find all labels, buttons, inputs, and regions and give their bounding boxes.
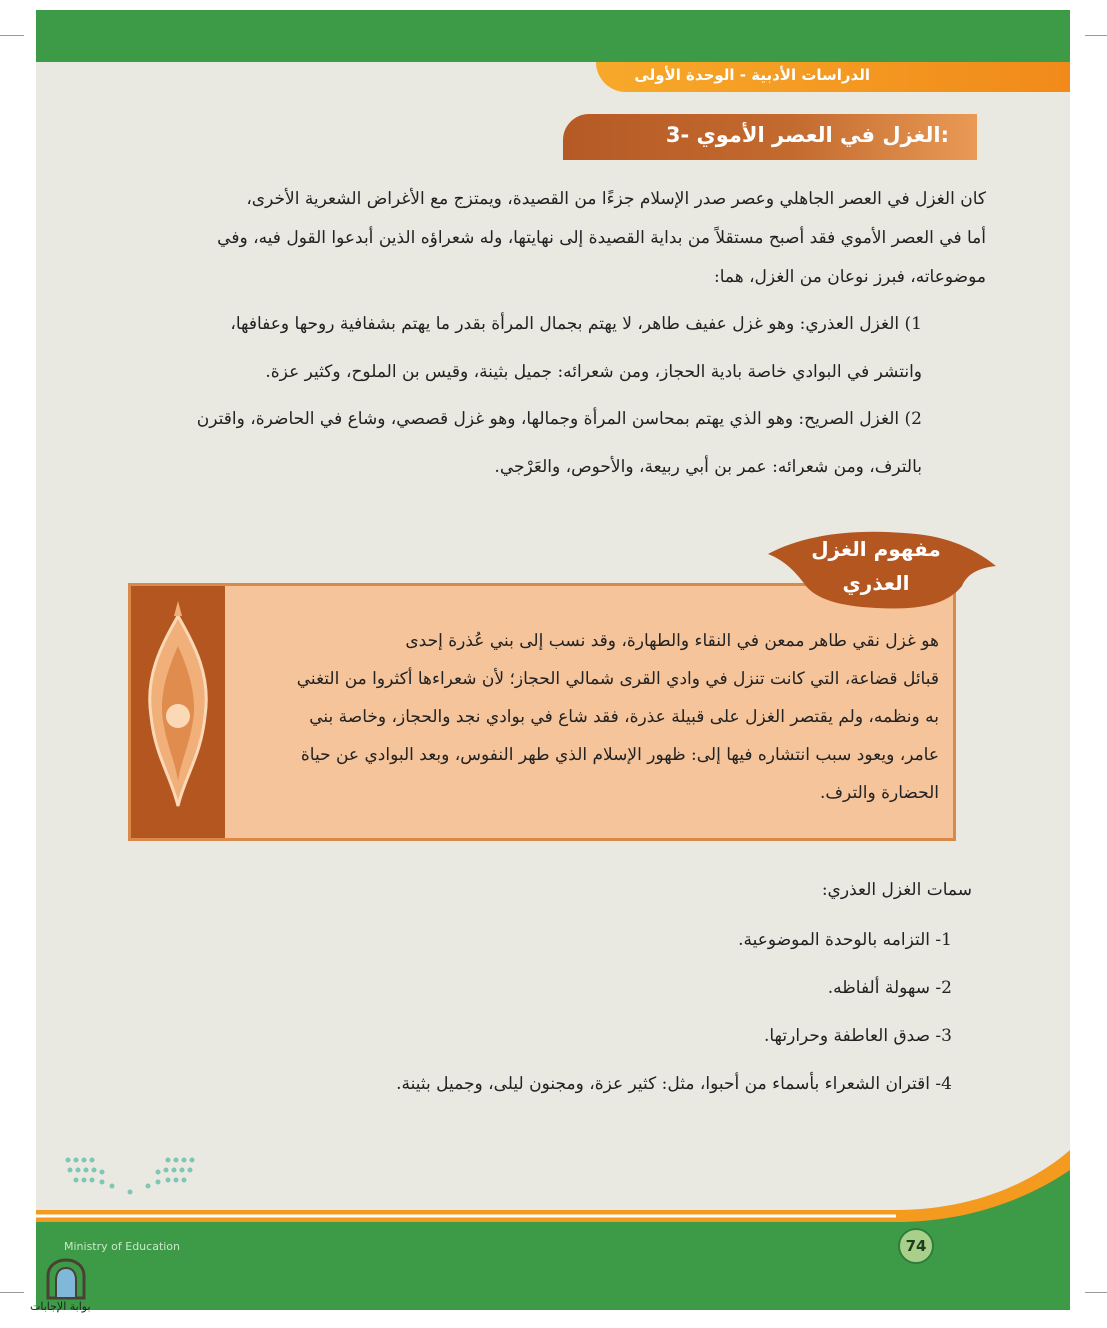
concept-line: هو غزل نقي طاهر ممعن في النقاء والطهارة، وقد نسب إلى بني عُذرة إحدى	[405, 631, 939, 651]
arabesque-ornament-icon	[131, 586, 225, 838]
concept-line: به ونظمه، ولم يقتصر الغزل على قبيلة عذرة، فقد شاع في بوادي نجد والحجاز، وخاصة بني	[309, 707, 939, 727]
header-strip	[596, 62, 1070, 92]
watermark-label: بوابة الإجابات	[30, 1300, 91, 1313]
feature-item: 1- التزامه بالوحدة الموضوعية.	[738, 930, 952, 950]
features-title: سمات الغزل العذري:	[821, 880, 972, 900]
concept-box	[128, 583, 956, 841]
feature-item: 4- اقتران الشعراء بأسماء من أحبوا، مثل: كثير عزة، ومجنون ليلى، وجميل بثينة.	[396, 1074, 952, 1094]
page-number: 74	[898, 1228, 934, 1264]
type-item-line: 2) الغزل الصريح: وهو الذي يهتم بمحاسن المرأة وجمالها، وهو غزل قصصي، وشاع في الحاضرة، واقترن	[196, 409, 922, 429]
concept-tab-line: مفهوم الغزل	[811, 537, 941, 561]
type-item-line: وانتشر في البوادي خاصة بادية الحجاز، ومن شعرائه: جميل بثينة، وقيس بن الملوح، وكثير عزة.	[265, 362, 922, 382]
concept-line: قبائل قضاعة، التي كانت تنزل في وادي القرى شمالي الحجاز؛ لأن شعراءها أكثروا من التغني	[296, 669, 939, 689]
concept-label-tab	[766, 524, 996, 610]
concept-text	[239, 622, 939, 812]
concept-tab-title	[806, 532, 946, 600]
concept-line: عامر، ويعود سبب انتشاره فيها إلى: ظهور الإسلام الذي طهر النفوس، وبعد البوادي عن حياة	[300, 745, 939, 765]
feature-item: 2- سهولة ألفاظه.	[827, 978, 952, 998]
type-item-line: 1) الغزل العذري: وهو غزل عفيف طاهر، لا يهتم بجمال المرأة بقدر ما يهتم بشفافية روحها وعفافها،	[230, 314, 922, 334]
intro-line: أما في العصر الأموي فقد أصبح مستقلاً من بداية القصيدة إلى نهايتها، وله شعراؤه الذين أبدعوا القول فيه، وفي	[217, 228, 986, 248]
textbook-page	[36, 10, 1070, 1310]
crop-mark	[1085, 35, 1107, 36]
top-green-band	[36, 10, 1070, 62]
watermark-logo-icon	[44, 1258, 88, 1302]
breadcrumb: الدراسات الأدبية - الوحدة الأولى	[634, 66, 870, 84]
concept-line: الحضارة والترف.	[820, 783, 939, 803]
feature-item: 3- صدق العاطفة وحرارتها.	[763, 1026, 952, 1046]
crop-mark	[0, 35, 24, 36]
crop-mark	[1085, 1292, 1107, 1293]
intro-line: كان الغزل في العصر الجاهلي وعصر صدر الإسلام جزءًا من القصيدة، ويمتزج مع الأغراض الشعرية الأخرى،	[246, 189, 986, 209]
ministry-english-name: Ministry of Education	[64, 1240, 181, 1253]
type-item-line: بالترف، ومن شعرائه: عمر بن أبي ربيعة، والأحوص، والعَرْجي.	[494, 457, 922, 477]
ornament-panel	[131, 586, 225, 838]
intro-paragraph	[126, 180, 986, 297]
section-title: 3- الغزل في العصر الأموي:	[665, 123, 949, 147]
section-title-banner	[563, 114, 977, 160]
intro-line: موضوعاته، فبرز نوعان من الغزل، هما:	[713, 267, 986, 287]
concept-tab-line: العذري	[842, 571, 910, 595]
crop-mark	[0, 1292, 24, 1293]
